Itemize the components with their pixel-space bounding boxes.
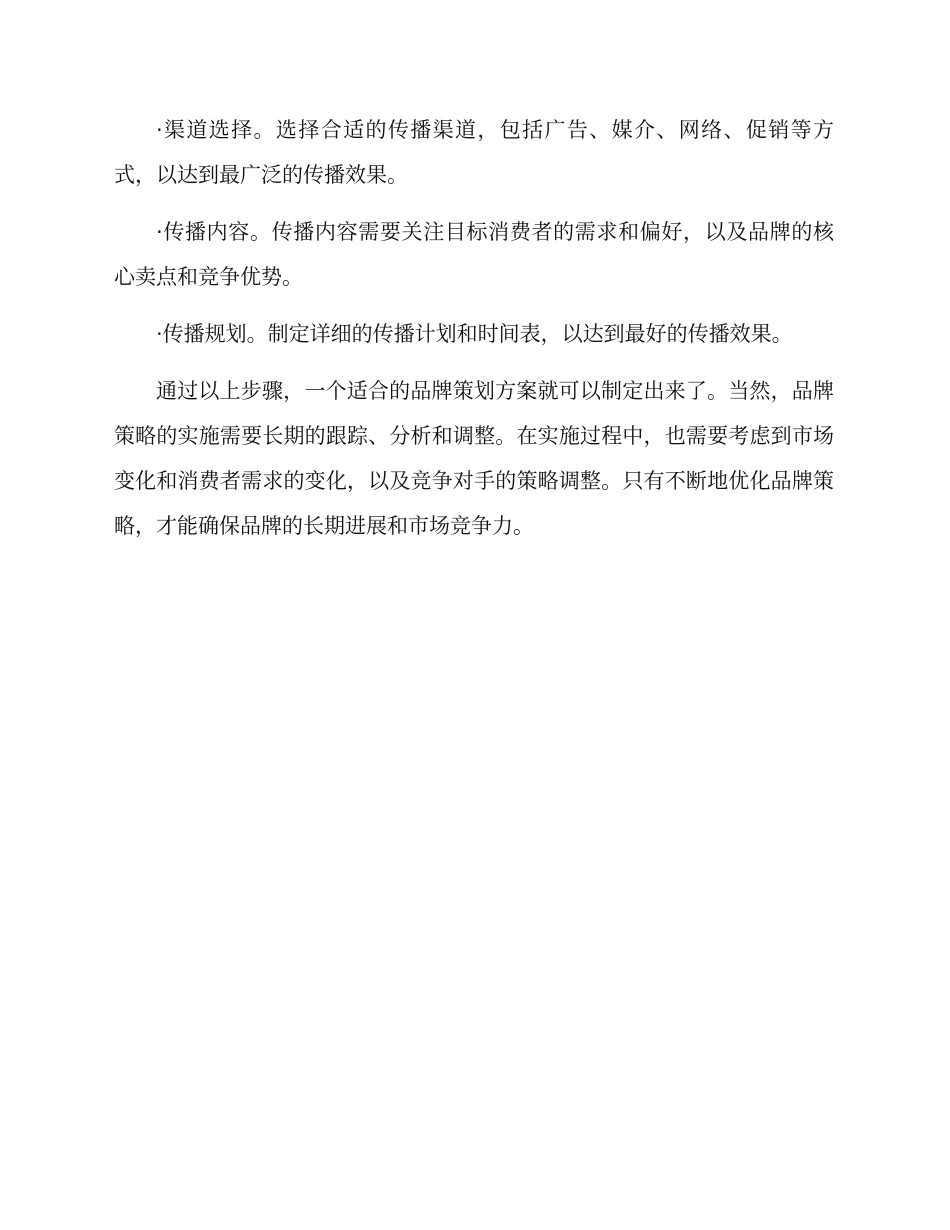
- bullet-channel-selection: ·渠道选择。选择合适的传播渠道，包括广告、媒介、网络、促销等方式，以达到最广泛的传播效果。: [114, 118, 834, 187]
- bullet-communication-content: ·传播内容。传播内容需要关注目标消费者的需求和偏好，以及品牌的核心卖点和竞争优势。: [114, 220, 834, 289]
- document-body: [114, 108, 834, 561]
- conclusion-paragraph: 通过以上步骤，一个适合的品牌策划方案就可以制定出来了。当然，品牌策略的实施需要长期的跟踪、分析和调整。在实施过程中，也需要考虑到市场变化和消费者需求的变化，以及竞争对手的策略调整。只有不断地优化品牌策略，才能确保品牌的长期进展和市场竞争力。: [114, 379, 834, 538]
- bullet-communication-planning: ·传播规划。制定详细的传播计划和时间表，以达到最好的传播效果。: [156, 322, 793, 346]
